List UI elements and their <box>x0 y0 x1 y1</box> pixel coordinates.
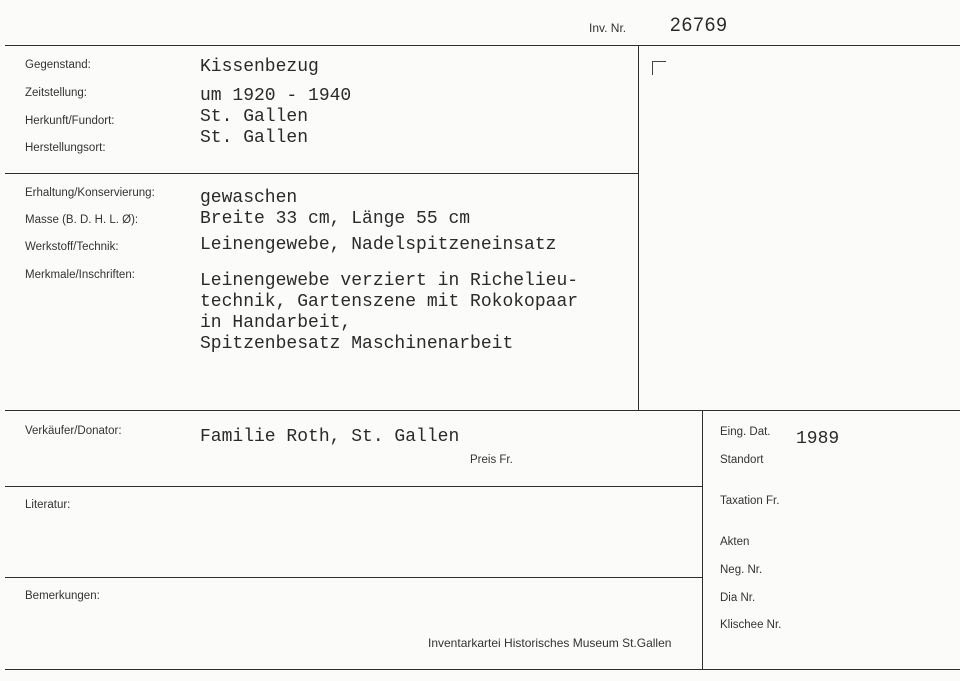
label-herstellungsort: Herstellungsort: <box>25 142 106 154</box>
label-dia-nr: Dia Nr. <box>720 592 756 604</box>
rule-vertical-right <box>702 410 703 670</box>
inv-nr-value: 26769 <box>670 15 728 36</box>
value-verkaeufer: Familie Roth, St. Gallen <box>200 427 460 447</box>
label-preis: Preis Fr. <box>470 454 513 466</box>
label-zeitstellung: Zeitstellung: <box>25 87 88 99</box>
label-standort: Standort <box>720 454 764 466</box>
rule-top <box>5 45 960 46</box>
label-akten: Akten <box>720 536 750 548</box>
inv-nr-label: Inv. Nr. <box>589 21 627 35</box>
label-werkstoff: Werkstoff/Technik: <box>25 241 119 253</box>
value-masse: Breite 33 cm, Länge 55 cm <box>200 209 471 229</box>
label-literatur: Literatur: <box>25 499 71 511</box>
rule-bottom <box>5 669 960 670</box>
photo-corner-mark <box>652 61 666 75</box>
value-gegenstand: Kissenbezug <box>200 57 319 77</box>
label-eing-dat: Eing. Dat. <box>720 426 771 438</box>
rule-vertical-photo <box>638 45 639 411</box>
value-werkstoff: Leinengewebe, Nadelspitzeneinsatz <box>200 235 557 255</box>
value-merkmale: Leinengewebe verziert in Richelieu- technik, Gartenszene mit Rokokopaar in Handarbeit, Spitzenbesatz Maschinenarbeit <box>200 271 579 354</box>
label-erhaltung: Erhaltung/Konservierung: <box>25 187 155 199</box>
label-gegenstand: Gegenstand: <box>25 59 91 71</box>
value-herkunft: St. Gallen <box>200 107 309 127</box>
value-zeitstellung: um 1920 - 1940 <box>200 86 352 106</box>
rule-section-3 <box>5 486 702 487</box>
label-taxation: Taxation Fr. <box>720 495 780 507</box>
value-herstellungsort: St. Gallen <box>200 128 309 148</box>
rule-section-1 <box>5 173 638 174</box>
rule-section-4 <box>5 577 702 578</box>
label-herkunft: Herkunft/Fundort: <box>25 115 115 127</box>
label-neg-nr: Neg. Nr. <box>720 564 763 576</box>
value-erhaltung: gewaschen <box>200 188 298 208</box>
value-eing-dat: 1989 <box>796 429 840 449</box>
label-klischee-nr: Klischee Nr. <box>720 619 782 631</box>
label-bemerkungen: Bemerkungen: <box>25 590 100 602</box>
label-verkaeufer: Verkäufer/Donator: <box>25 425 122 437</box>
label-merkmale: Merkmale/Inschriften: <box>25 269 135 281</box>
label-masse: Masse (B. D. H. L. Ø): <box>25 214 139 226</box>
footer-institution: Inventarkartei Historisches Museum St.Gallen <box>428 636 672 650</box>
rule-section-2 <box>5 410 960 411</box>
